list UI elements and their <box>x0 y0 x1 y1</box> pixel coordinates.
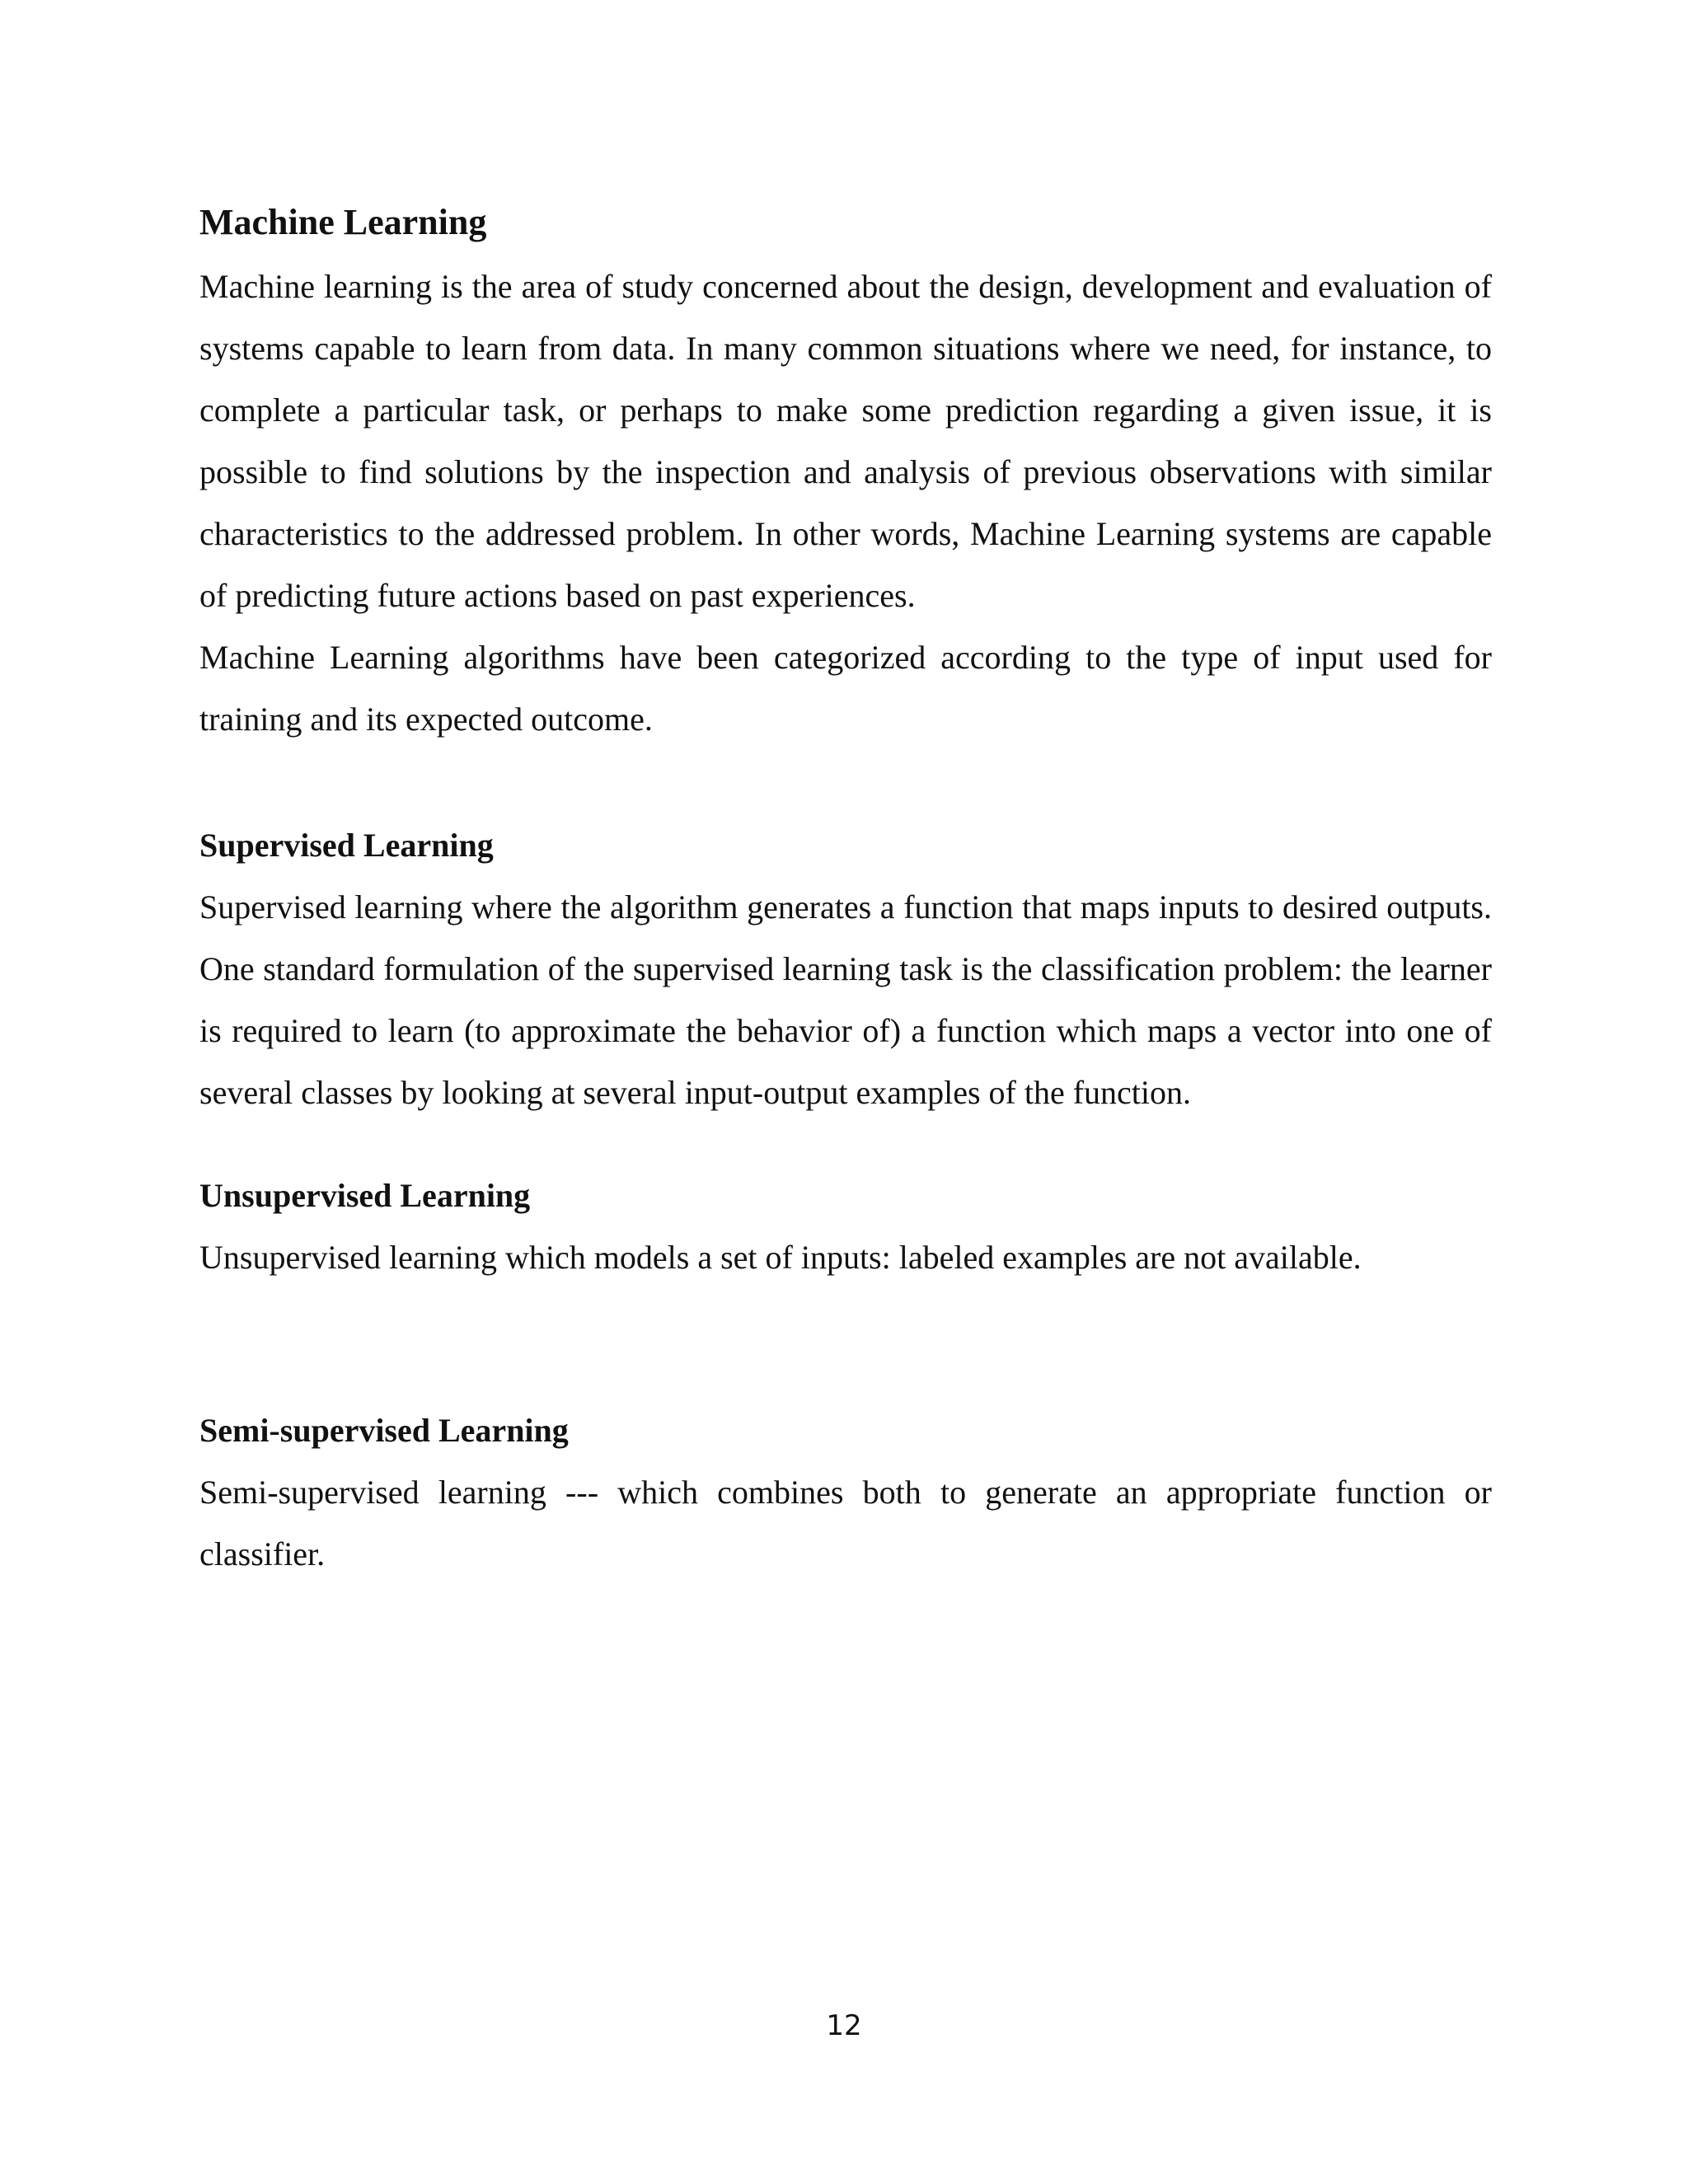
section-heading-machine-learning: Machine Learning <box>199 202 487 242</box>
spacer <box>199 1288 1492 1399</box>
semi-supervised-learning-paragraph: Semi-supervised learning --- which combines both to generate an appropriate function or classifier. <box>199 1474 1492 1572</box>
spacer <box>199 1123 1492 1165</box>
page-number: 12 <box>826 2009 862 2042</box>
section-heading-semi-supervised-learning: Semi-supervised Learning <box>199 1412 569 1449</box>
supervised-learning-paragraph: Supervised learning where the algorithm generates a function that maps inputs to desired outputs. One standard formulation of the supervised learning task is the classification problem: the learner is required to learn (to approximate the behavior of) a function which maps a vector into one of several classes by looking at several input-output examples of the function. <box>199 888 1492 1111</box>
machine-learning-paragraph-2: Machine Learning algorithms have been categorized according to the type of input used for training and its expected outcome. <box>199 639 1492 738</box>
section-heading-supervised-learning: Supervised Learning <box>199 827 494 864</box>
unsupervised-learning-paragraph: Unsupervised learning which models a set of inputs: labeled examples are not available. <box>199 1239 1362 1276</box>
spacer <box>199 750 1492 814</box>
machine-learning-paragraph-1: Machine learning is the area of study concerned about the design, development and evaluation of systems capable to learn from data. In many common situations where we need, for instance, to complete a particular task, or perhaps to make some prediction regarding a given issue, it is possible to find solutions by the inspection and analysis of previous observations with similar characteristics to the addressed problem. In other words, Machine Learning systems are capable of predicting future actions based on past experiences. <box>199 268 1492 614</box>
document-page <box>199 190 1492 1585</box>
section-heading-unsupervised-learning: Unsupervised Learning <box>199 1177 531 1214</box>
